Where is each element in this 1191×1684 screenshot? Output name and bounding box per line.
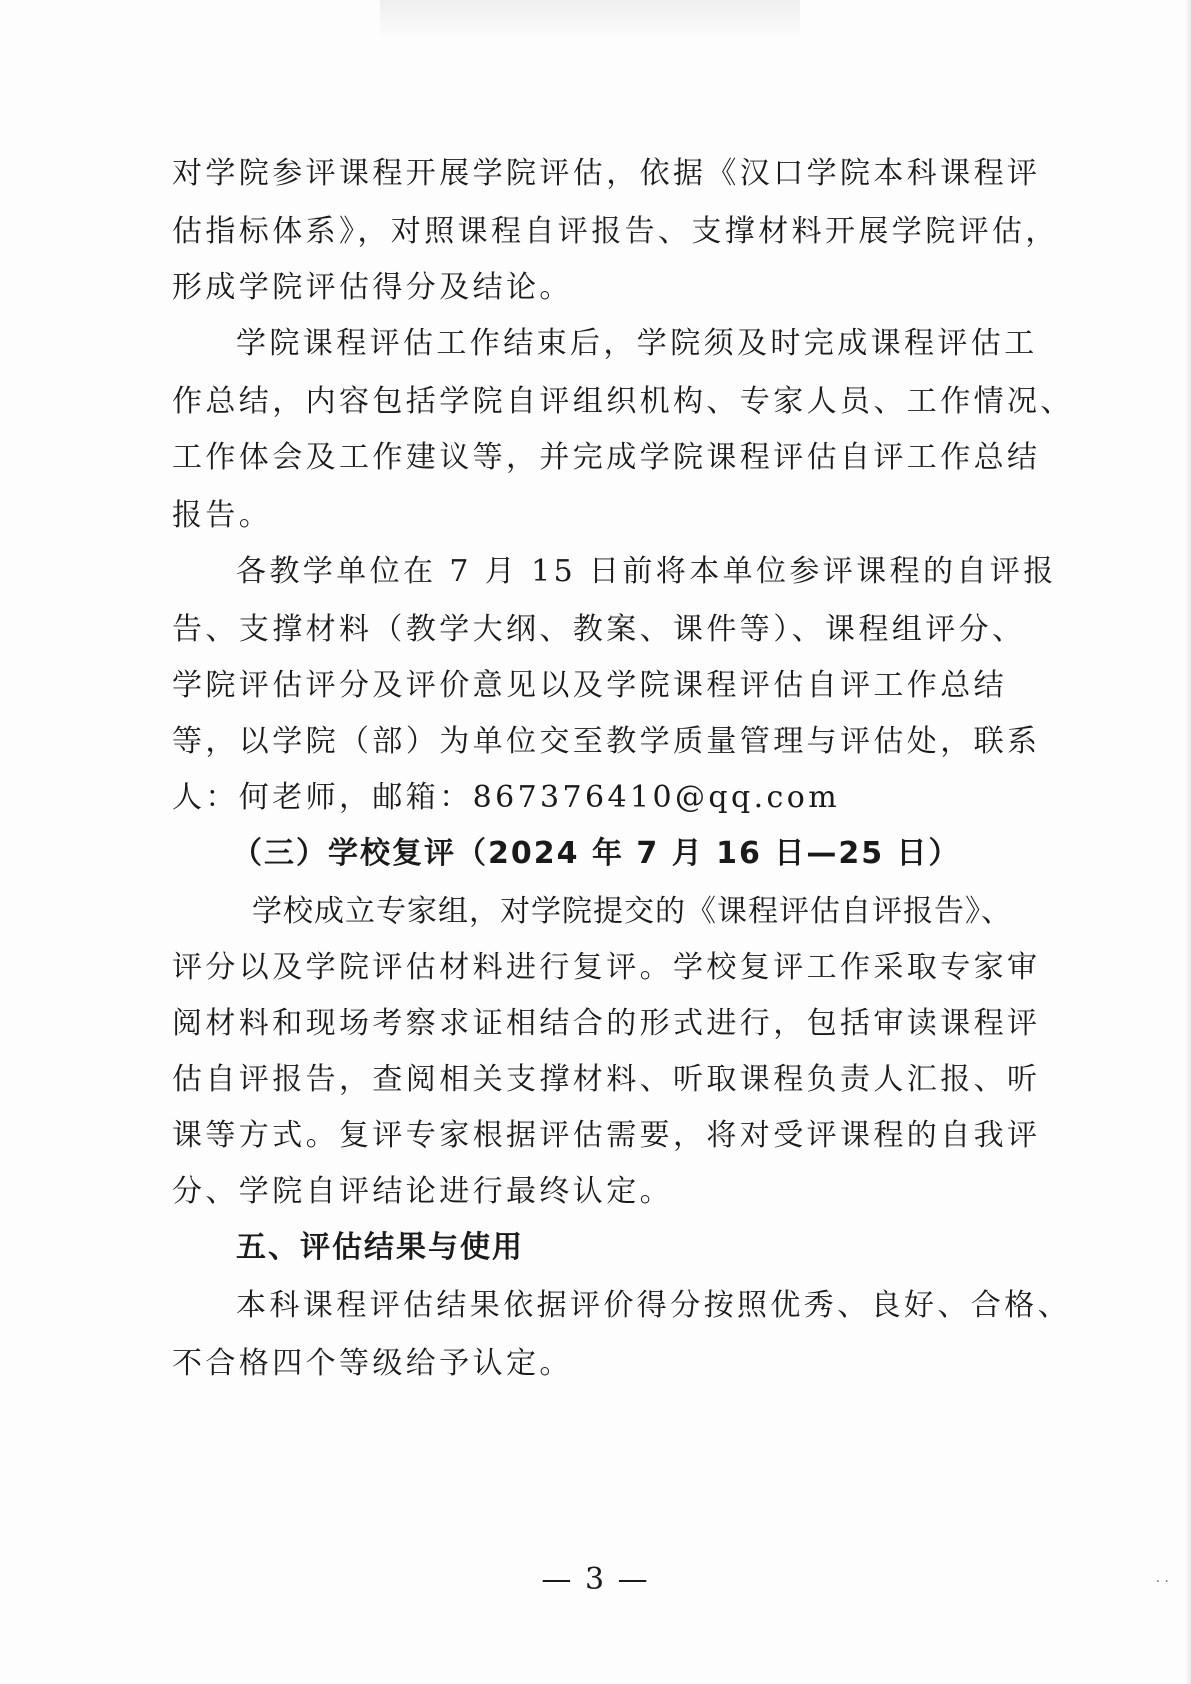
paragraph-line: 人：何老师，邮箱：867376410@qq.com — [172, 780, 841, 815]
paragraph-line: 形成学院评估得分及结论。 — [172, 270, 573, 305]
paragraph-line: 告、支撑材料（教学大纲、教案、课件等）、课程组评分、 — [172, 612, 1026, 647]
scan-edge-shadow — [1185, 0, 1191, 1684]
paragraph-line: 学院课程评估工作结束后，学院须及时完成课程评估工 — [236, 326, 1038, 361]
paragraph-line: 估指标体系》，对照课程自评报告、支撑材料开展学院评估， — [172, 214, 1059, 249]
paragraph-line: 报告。 — [172, 498, 273, 533]
paragraph-line: 不合格四个等级给予认定。 — [172, 1346, 573, 1381]
paragraph-line: 对学院参评课程开展学院评估，依据《汉口学院本科课程评 — [172, 156, 1041, 191]
paragraph-line: 分、学院自评结论进行最终认定。 — [172, 1174, 673, 1209]
page-number: — 3 — — [541, 1562, 650, 1597]
paragraph-line: 评分以及学院评估材料进行复评。学校复评工作采取专家审 — [172, 950, 1041, 985]
scan-dots: · · — [1155, 1574, 1169, 1590]
paragraph-line: 学院评估评分及评价意见以及学院课程评估自评工作总结 — [172, 668, 1007, 703]
paragraph-line: 等，以学院（部）为单位交至教学质量管理与评估处，联系 — [172, 724, 1041, 759]
paragraph-line: 学校成立专家组，对学院提交的《课程评估自评报告》、 — [252, 894, 1012, 929]
paragraph-line: 各教学单位在 7 月 15 日前将本单位参评课程的自评报 — [236, 554, 1057, 589]
paragraph-line: 作总结，内容包括学院自评组织机构、专家人员、工作情况、 — [172, 384, 1074, 419]
paragraph-line: 工作体会及工作建议等，并完成学院课程评估自评工作总结 — [172, 440, 1041, 475]
section-heading-results: 五、评估结果与使用 — [236, 1230, 524, 1265]
scan-artifact — [380, 0, 800, 40]
paragraph-line: 估自评报告，查阅相关支撑材料、听取课程负责人汇报、听 — [172, 1062, 1041, 1097]
subheading-school-review: （三）学校复评（2024 年 7 月 16 日—25 日） — [232, 836, 961, 871]
paragraph-line: 课等方式。复评专家根据评估需要，将对受评课程的自我评 — [172, 1118, 1041, 1153]
paragraph-line: 阅材料和现场考察求证相结合的形式进行，包括审读课程评 — [172, 1006, 1041, 1041]
paragraph-line: 本科课程评估结果依据评价得分按照优秀、良好、合格、 — [236, 1288, 1071, 1323]
